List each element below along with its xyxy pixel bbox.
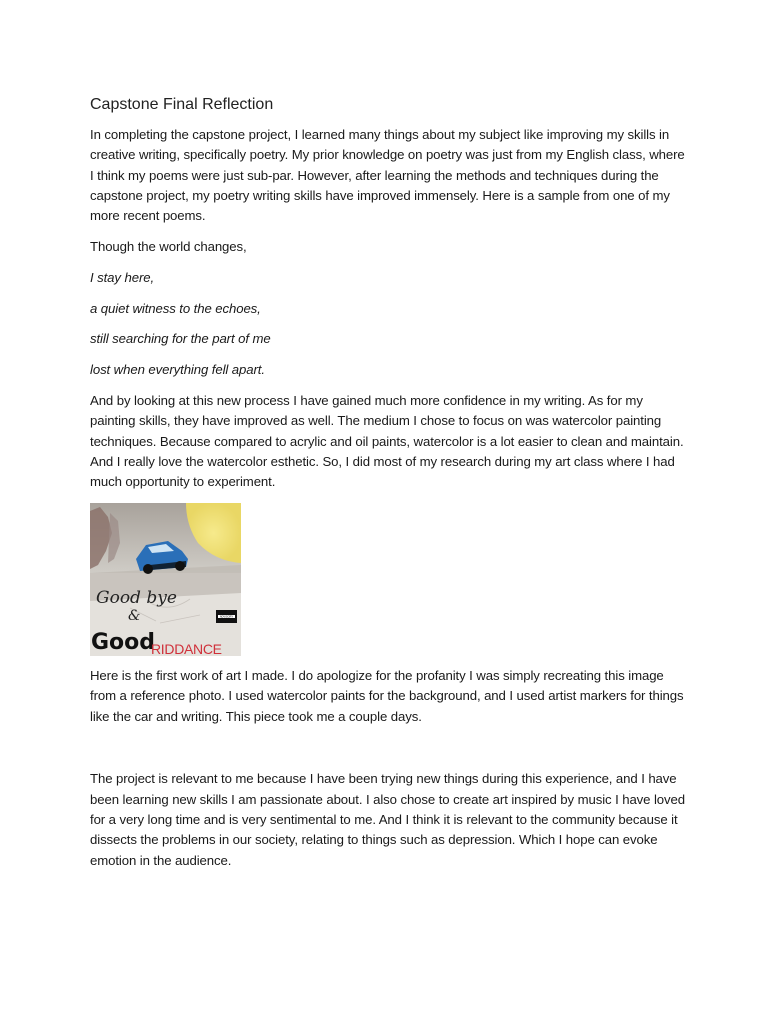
paragraph-spacer (90, 737, 690, 769)
poem-line-4: still searching for the part of me (90, 331, 271, 347)
poem-line-3: a quiet witness to the echoes, (90, 300, 261, 316)
artwork-text-goodbye: Good bye (96, 587, 177, 608)
paragraph-relevance: The project is relevant to me because I have been trying new things during this experience, and I have been learning new skills I am passionate about. I also chose to create art inspired by music I have loved for a very long time and is very sentimental to me. And I think it is relevant to the community because it dissects the problems in our society, relating to things such as depression. Which I hope can evoke emotion in the audience. (90, 771, 685, 868)
document-page (90, 94, 690, 881)
paragraph-process: And by looking at this new process I have gained much more confidence in my writing. As for my painting skills, they have improved as well. The medium I chose to focus on was watercolor painting techniques. Because compared to acrylic and oil paints, watercolor is a lot easier to clean and maintain. And I really love the watercolor esthetic. So, I did most of my research during my art class where I had much opportunity to experiment. (90, 392, 684, 490)
poem-line-5: lost when everything fell apart. (90, 362, 265, 378)
paragraph-artwork-description: Here is the first work of art I made. I do apologize for the profanity I was simply recreating this image from a reference photo. I used watercolor paints for the background, and I used artist markers for things like the car and writing. This piece took me a couple days. (90, 667, 684, 724)
poem-line-2: I stay here, (90, 269, 155, 285)
artwork-image (90, 503, 241, 656)
artwork-text-ampersand: & (128, 607, 141, 624)
artwork-advisory-text: ADVISORY (219, 615, 234, 619)
artwork-text-good: Good (91, 629, 156, 655)
poem-line-1: Though the world changes, (90, 238, 247, 254)
document-title: Capstone Final Reflection (90, 96, 274, 113)
artwork-text-riddance: RIDDANCE (151, 640, 222, 656)
paragraph-intro: In completing the capstone project, I learned many things about my subject like improving my skills in creative writing, specifically poetry. My prior knowledge on poetry was just from my English class, where I think my poems were just sub-par. However, after learning the methods and techniques during the capstone project, my poetry writing skills have improved immensely. Here is a sample from one of my more recent poems. (90, 127, 685, 224)
